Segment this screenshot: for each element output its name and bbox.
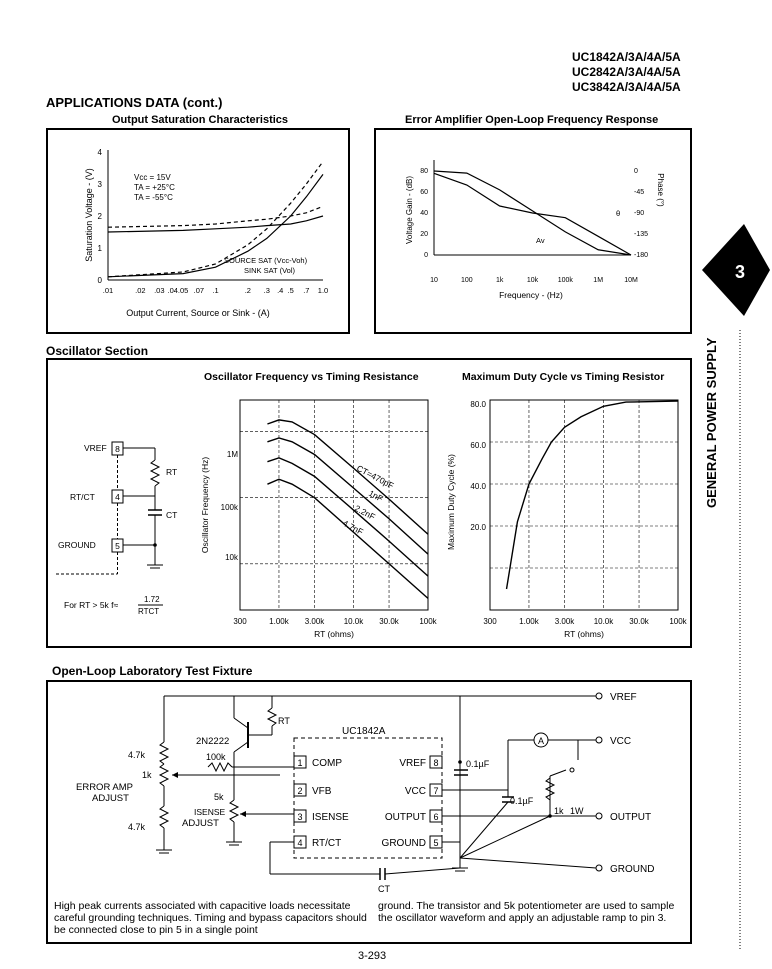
side-dotted-rule: [737, 330, 743, 950]
part-number-1: UC1842A/3A/4A/5A: [572, 50, 681, 64]
duty-x-ticks: [483, 617, 687, 626]
ic-pin-left-number: 3: [297, 812, 303, 822]
r-4-7k-top-label: 4.7k: [128, 750, 146, 760]
ic-pin-right-number: 6: [433, 812, 439, 822]
osc-freq-curve: [267, 438, 428, 554]
page-number: 3-293: [358, 950, 387, 962]
ic-pin-right-number: 7: [433, 786, 439, 796]
series-label-2-2nf: 2.2nF: [353, 502, 377, 522]
duty-x-label: RT (ohms): [564, 629, 604, 639]
pin-num-5: 5: [115, 541, 120, 551]
saturation-y-label: Saturation Voltage - (V): [84, 168, 94, 262]
isense-pot: [230, 800, 238, 822]
saturation-x-ticks: [103, 286, 328, 295]
load-r-1k-label: 1k: [554, 806, 564, 816]
ic-pin-left-number: 2: [297, 786, 303, 796]
saturation-legend-vcc: Vcc = 15V: [134, 173, 171, 182]
oscillator-section-frame: [46, 358, 692, 648]
saturation-y-tick: 4: [97, 148, 102, 157]
saturation-chart-frame: [46, 128, 350, 334]
rt-fixture-label: RT: [278, 716, 290, 726]
fixture-section-title: Open-Loop Laboratory Test Fixture: [52, 664, 253, 678]
saturation-chart-title: Output Saturation Characteristics: [112, 114, 289, 126]
osc-freq-grid: [240, 400, 428, 610]
error-amp-series: [434, 171, 631, 255]
ic-pin-right-name: GROUND: [381, 838, 426, 849]
saturation-y-tick: 3: [97, 180, 102, 189]
ic-pin-left-number: 4: [297, 838, 303, 848]
pin-num-4: 4: [115, 492, 120, 502]
error-amp-y-ticks-right: [634, 168, 648, 259]
error-amp-chart-frame: [374, 128, 692, 334]
error-amp-x-tick: 100: [460, 277, 473, 284]
fixture-note-left: High peak currents associated with capacitive loads necessitate careful grounding techniques. Timing and bypass capacitors should be connected close to pin 5 in a single point: [54, 900, 367, 936]
osc-freq-x-tick: 100k: [419, 617, 437, 626]
terminal-vref-label: VREF: [610, 692, 637, 703]
ic-pin-right-name: OUTPUT: [384, 812, 426, 823]
pin-label-rtct: RT/CT: [70, 492, 95, 502]
r-5k-label: 5k: [214, 792, 224, 802]
saturation-y-ticks: [98, 148, 103, 285]
timing-resistor: [151, 460, 159, 486]
cap-0-1uf-a-label: 0.1µF: [466, 759, 490, 769]
saturation-y-tick: 2: [97, 212, 102, 221]
terminal-ground-label: GROUND: [610, 864, 655, 875]
oscillator-section: [48, 360, 690, 646]
gain-curve-label: Av: [536, 236, 545, 245]
section-tab: [700, 222, 772, 322]
saturation-x-tick: .4: [277, 286, 284, 295]
saturation-x-tick: .01: [102, 286, 114, 295]
duty-x-tick: 30.0k: [629, 617, 649, 626]
ground-terminal: [596, 865, 602, 871]
part-number-list: [572, 50, 681, 95]
error-amp-y-ticks-left: [420, 168, 428, 259]
ic-pin-right-number: 8: [433, 758, 439, 768]
error-amp-chart: [376, 130, 690, 332]
osc-freq-curve: [267, 458, 428, 576]
part-number-3: UC3842A/3A/4A/5A: [572, 80, 681, 94]
resistor-100k: [208, 763, 232, 771]
duty-y-tick: 20.0: [470, 523, 486, 532]
terminal-vcc-label: VCC: [610, 736, 632, 747]
osc-freq-chart-title: Oscillator Frequency vs Timing Resistance: [204, 371, 419, 383]
error-amp-x-tick: 1M: [593, 277, 604, 284]
error-amp-x-tick: 10M: [624, 277, 638, 284]
ct-label: CT: [166, 510, 178, 520]
phase-tick: -90: [634, 210, 645, 217]
series-label-1nf: 1nF: [367, 487, 385, 504]
duty-chart-title: Maximum Duty Cycle vs Timing Resistor: [462, 371, 665, 383]
source-sat-label: SOURCE SAT (Vcc-Voh): [224, 256, 308, 265]
error-amp-y-label-left: Voltage Gain - (dB): [405, 175, 414, 245]
phase-tick: 0: [634, 168, 638, 175]
osc-freq-x-tick: 3.00k: [304, 617, 325, 626]
duty-y-tick: 60.0: [470, 441, 486, 450]
osc-freq-x-tick: 1.00k: [269, 617, 289, 626]
load-switch: [550, 770, 566, 776]
error-amp-x-tick: 100k: [557, 277, 573, 284]
ic-pin-left-number: 1: [297, 758, 303, 768]
ammeter-label: A: [537, 736, 545, 746]
duty-x-tick: 100k: [669, 617, 687, 626]
ic-pin-left-name: RT/CT: [312, 838, 342, 849]
osc-freq-curve: [267, 479, 428, 598]
saturation-x-tick: .2: [244, 286, 251, 295]
phase-curve: [434, 173, 631, 255]
error-amp-x-ticks: [430, 277, 638, 284]
r-1k-label: 1k: [142, 770, 152, 780]
resistor-4-7k-bottom: [160, 806, 168, 828]
output-terminal: [596, 813, 602, 819]
section-title: APPLICATIONS DATA (cont.): [46, 95, 223, 110]
error-amp-label-1: ERROR AMP: [76, 782, 134, 793]
error-amp-x-tick: 1k: [495, 277, 504, 284]
isense-adj-label-1: ISENSE: [194, 807, 226, 817]
saturation-y-tick: 0: [97, 276, 102, 285]
series-label-4-7nf: 4.7nF: [341, 517, 365, 537]
gain-tick: 20: [420, 231, 428, 238]
ic-pin-left-name: COMP: [312, 758, 342, 769]
pin-label-vref: VREF: [84, 443, 107, 453]
isense-adj-label-2: ADJUST: [182, 818, 219, 829]
r-100k-label: 100k: [206, 752, 226, 762]
duty-x-tick: 1.00k: [519, 617, 539, 626]
saturation-x-tick: .3: [263, 286, 270, 295]
saturation-x-tick: .05: [177, 286, 189, 295]
duty-x-tick: 300: [483, 617, 497, 626]
duty-series: [507, 401, 678, 589]
error-amp-x-tick: 10k: [526, 277, 539, 284]
gain-tick: 80: [420, 168, 428, 175]
saturation-x-tick: .5: [287, 286, 294, 295]
side-tab-label: GENERAL POWER SUPPLY: [704, 337, 719, 508]
rt-label: RT: [166, 467, 178, 477]
duty-curve: [507, 401, 678, 589]
formula-denominator: RTCT: [138, 607, 160, 616]
osc-freq-plot-area: [240, 400, 428, 610]
sink-sat-label: SINK SAT (Vol): [244, 266, 295, 275]
load-r-1w-label: 1W: [570, 806, 584, 816]
saturation-x-tick: .02: [135, 286, 146, 295]
ic-pin-right-number: 5: [433, 838, 439, 848]
duty-grid: [490, 400, 678, 610]
ic-pin-right-name: VCC: [404, 786, 426, 797]
duty-plot-area: [490, 400, 678, 610]
error-amp-y-label-right: Phase (°): [656, 173, 665, 207]
osc-freq-y-tick: 1M: [226, 450, 238, 459]
fixture-frame: [46, 680, 692, 944]
part-number-2: UC2842A/3A/4A/5A: [572, 65, 681, 79]
ic-pins: [294, 756, 442, 849]
gain-tick: 0: [424, 252, 428, 259]
osc-freq-x-tick: 10.0k: [343, 617, 364, 626]
oscillator-section-title: Oscillator Section: [46, 344, 149, 358]
error-amp-chart-title: Error Amplifier Open-Loop Frequency Response: [405, 114, 659, 126]
duty-y-ticks: [470, 400, 486, 532]
rt-resistor: [268, 708, 276, 726]
saturation-x-tick: .07: [193, 286, 205, 295]
saturation-y-tick: 1: [97, 244, 102, 253]
saturation-x-label: Output Current, Source or Sink - (A): [126, 308, 270, 318]
osc-freq-y-label: Oscillator Frequency (Hz): [200, 456, 210, 554]
ic-pin-left-name: VFB: [312, 786, 332, 797]
terminal-output-label: OUTPUT: [610, 812, 652, 823]
duty-y-tick: 80.0: [470, 400, 486, 409]
saturation-x-tick: 1.0: [317, 286, 329, 295]
osc-freq-x-label: RT (ohms): [314, 629, 354, 639]
duty-y-label: Maximum Duty Cycle (%): [446, 454, 456, 550]
ic-pin-left-name: ISENSE: [312, 812, 349, 823]
osc-freq-y-tick: 100k: [220, 503, 238, 512]
duty-y-tick: 40.0: [470, 482, 486, 491]
error-amp-x-tick: 10: [430, 277, 438, 284]
saturation-x-tick: .04: [167, 286, 178, 295]
pin-num-8: 8: [115, 444, 120, 454]
vref-terminal: [596, 693, 602, 699]
vcc-terminal: [596, 737, 602, 743]
r-4-7k-bottom-label: 4.7k: [128, 822, 146, 832]
pin-label-ground: GROUND: [58, 540, 96, 550]
error-amp-x-label: Frequency - (Hz): [499, 290, 563, 300]
series-label-470pf: CT=470pF: [355, 462, 396, 491]
saturation-legend-ta25: TA = +25°C: [134, 183, 175, 192]
osc-freq-x-tick: 300: [233, 617, 247, 626]
ic-pin-right-name: VREF: [399, 758, 426, 769]
duty-x-tick: 3.00k: [554, 617, 575, 626]
saturation-x-tick: .03: [154, 286, 165, 295]
fixture-note-right: ground. The transistor and 5k potentiometer are used to sample the oscillator waveform and apply an adjustable ramp to pin 3.: [378, 900, 675, 924]
duty-x-tick: 10.0k: [593, 617, 614, 626]
gain-tick: 40: [420, 210, 428, 217]
gain-tick: 60: [420, 189, 428, 196]
saturation-chart: [48, 130, 348, 332]
phase-tick: -180: [634, 252, 649, 259]
saturation-x-tick: .7: [303, 286, 310, 295]
oscillator-schematic: [56, 442, 177, 616]
section-tab-number: 3: [734, 262, 746, 282]
phase-curve-label: θ: [616, 209, 621, 218]
osc-freq-x-tick: 30.0k: [379, 617, 399, 626]
formula-numerator: 1.72: [144, 595, 160, 604]
ic-label: UC1842A: [342, 726, 386, 737]
phase-tick: -45: [634, 189, 645, 196]
saturation-x-tick: .1: [212, 286, 219, 295]
osc-freq-y-ticks: [221, 450, 239, 562]
error-amp-label-2: ADJUST: [92, 793, 129, 804]
ct-fixture-label: CT: [378, 884, 390, 894]
osc-freq-curve: [267, 420, 428, 534]
osc-freq-x-ticks: [233, 617, 437, 626]
cap-0-1uf-b-label: 0.1µF: [510, 796, 534, 806]
saturation-legend-ta55: TA = -55°C: [134, 193, 173, 202]
phase-tick: -135: [634, 231, 649, 238]
osc-freq-series: [267, 420, 428, 598]
transistor-label: 2N2222: [196, 736, 230, 747]
osc-freq-y-tick: 10k: [225, 553, 238, 562]
resistor-4-7k-top: [160, 742, 168, 764]
error-amp-pot: [160, 764, 168, 786]
formula-prefix: For RT > 5k f≈: [64, 600, 119, 610]
